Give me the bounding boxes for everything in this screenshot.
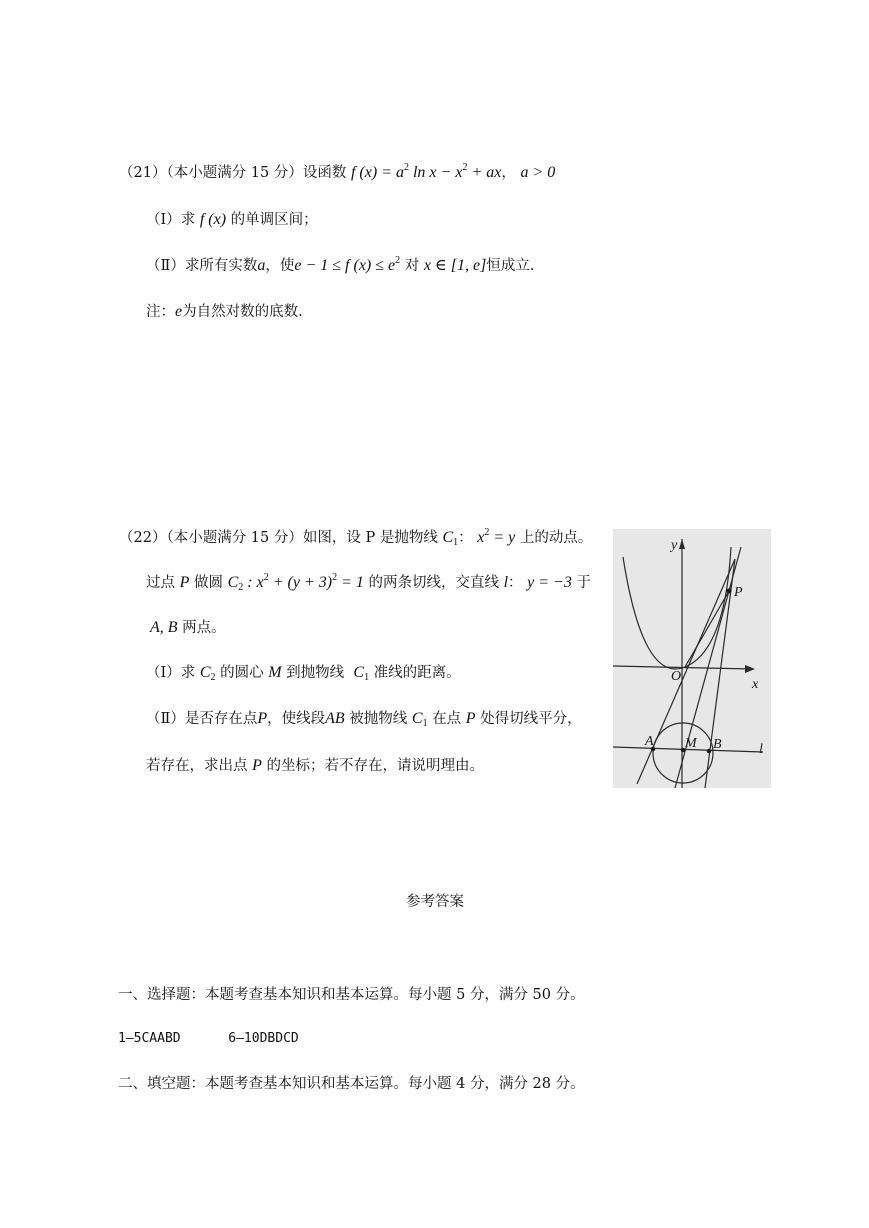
q22-line3-end: 两点。 (182, 620, 226, 636)
q21-header-line (119, 163, 555, 183)
answers-section1: 一、选择题：本题考查基本知识和基本运算。每小题 5 分，满分 50 分。 (118, 987, 585, 1003)
label-l: l (759, 742, 763, 757)
q22-part2-AB: AB (325, 710, 345, 727)
q22-part2-P: P (257, 710, 268, 727)
q22-line2-a: 过点 (146, 575, 175, 591)
q22-part1-M: M (268, 664, 282, 681)
q22-c1: $C_1$ (442, 529, 459, 548)
q22-part2 (146, 709, 582, 729)
parabola-circle-figure (613, 529, 771, 788)
q22-line3 (150, 618, 226, 638)
q22-part1-c2: $C_2$ (199, 664, 216, 683)
q22-line2-end: 于 (576, 575, 591, 591)
q22-header-text: （22）（本小题满分 15 分）如图，设 P 是抛物线 (119, 530, 438, 546)
answers-choices-1-5: 1—5CAABD (118, 1031, 181, 1046)
q21-part2-label: （Ⅱ）求所有实数 (146, 258, 258, 274)
q22-header-end: 上的动点。 (519, 530, 593, 546)
q22-line2-c: 的两条切线，交直线 (368, 575, 499, 591)
label-x: x (752, 677, 759, 692)
q21-part2-domain: x ∈ [1, e] (423, 257, 487, 274)
label-O: O (671, 669, 682, 684)
q21-part2-a: a (257, 257, 266, 274)
q21-part2 (146, 256, 534, 276)
q22-part3-a: 若存在，求出点 (146, 758, 248, 774)
q22-part3-P: P (252, 757, 262, 774)
q22-line3-AB: A, B (150, 619, 178, 636)
q21-function: f $(x) = a^2$ $\ln x - x^2$ + ax (350, 162, 502, 181)
q22-part2-mid: ，使线段 (267, 711, 326, 727)
q22-line2-colon: ： (508, 575, 523, 591)
q21-part2-for: 对 (404, 258, 420, 274)
q21-note-text: 为自然对数的底数. (182, 304, 303, 320)
q22-part2-c1: $C_1$ (411, 710, 428, 729)
q21-part1 (146, 210, 318, 230)
q22-part2-label: （Ⅱ）是否存在点 (146, 711, 258, 727)
answers-title: 参考答案 (406, 894, 464, 910)
label-M: M (685, 736, 697, 751)
q21-note (146, 302, 303, 322)
point-B (707, 749, 712, 754)
q21-part1-text: 的单调区间； (230, 212, 318, 228)
q22-header-line (119, 528, 592, 548)
q22-part2-P2: P (465, 710, 476, 727)
q22-part2-cont (146, 756, 484, 776)
answers-choices (118, 1029, 299, 1049)
label-P: P (734, 585, 743, 600)
answers-choices-6-10: 6—10DBDCD (228, 1031, 299, 1046)
q21-note-e: e (175, 303, 183, 320)
q21-part2-end: 恒成立. (486, 258, 535, 274)
q21-condition: a > 0 (520, 164, 556, 181)
q21-separator: ， (501, 165, 516, 181)
q22-part1-label: （Ⅰ）求 (146, 665, 196, 681)
q22-part1-to: 到抛物线 (286, 665, 345, 681)
q22-part3-end: 的坐标；若不存在，请说明理由。 (266, 758, 484, 774)
q22-part2-at: 在点 (432, 711, 462, 727)
q22-line2-b: 做圆 (194, 575, 223, 591)
q21-header-text: （21）（本小题满分 15 分）设函数 (119, 165, 347, 181)
q22-line-eq: y = −3 (527, 574, 572, 591)
q21-part2-inequality: e − 1 ≤ f $(x) \le e^2$ (294, 255, 401, 274)
q22-part2-end: 处得切线平分， (480, 711, 582, 727)
q22-parabola: $x^2 = y$ (477, 527, 516, 546)
q21-part1-label: （Ⅰ）求 (146, 212, 196, 228)
q22-line2-l: l (503, 574, 509, 591)
q22-part1 (146, 663, 461, 683)
q22-line2 (146, 573, 591, 593)
label-A: A (645, 734, 654, 749)
q21-part2-mid: ，使 (265, 258, 295, 274)
label-B: B (713, 737, 722, 752)
q21-note-label: 注： (146, 304, 175, 320)
q22-part2-by: 被抛物线 (349, 711, 408, 727)
q22-part1-mid: 的圆心 (220, 665, 264, 681)
q22-part1-c1: $C_1$ (353, 664, 370, 683)
q21-part1-func: f (x) (199, 211, 227, 228)
q22-part1-end: 准线的距离。 (373, 665, 461, 681)
point-P (727, 589, 732, 594)
q22-line2-P: P (179, 574, 190, 591)
label-y: y (671, 538, 678, 553)
q22-circle: $C_2$ : $x^2 + (y + 3)^2 = 1$ (227, 572, 364, 593)
q22-colon: ： (458, 530, 473, 546)
answers-section2: 二、填空题：本题考查基本知识和基本运算。每小题 4 分，满分 28 分。 (118, 1076, 585, 1092)
